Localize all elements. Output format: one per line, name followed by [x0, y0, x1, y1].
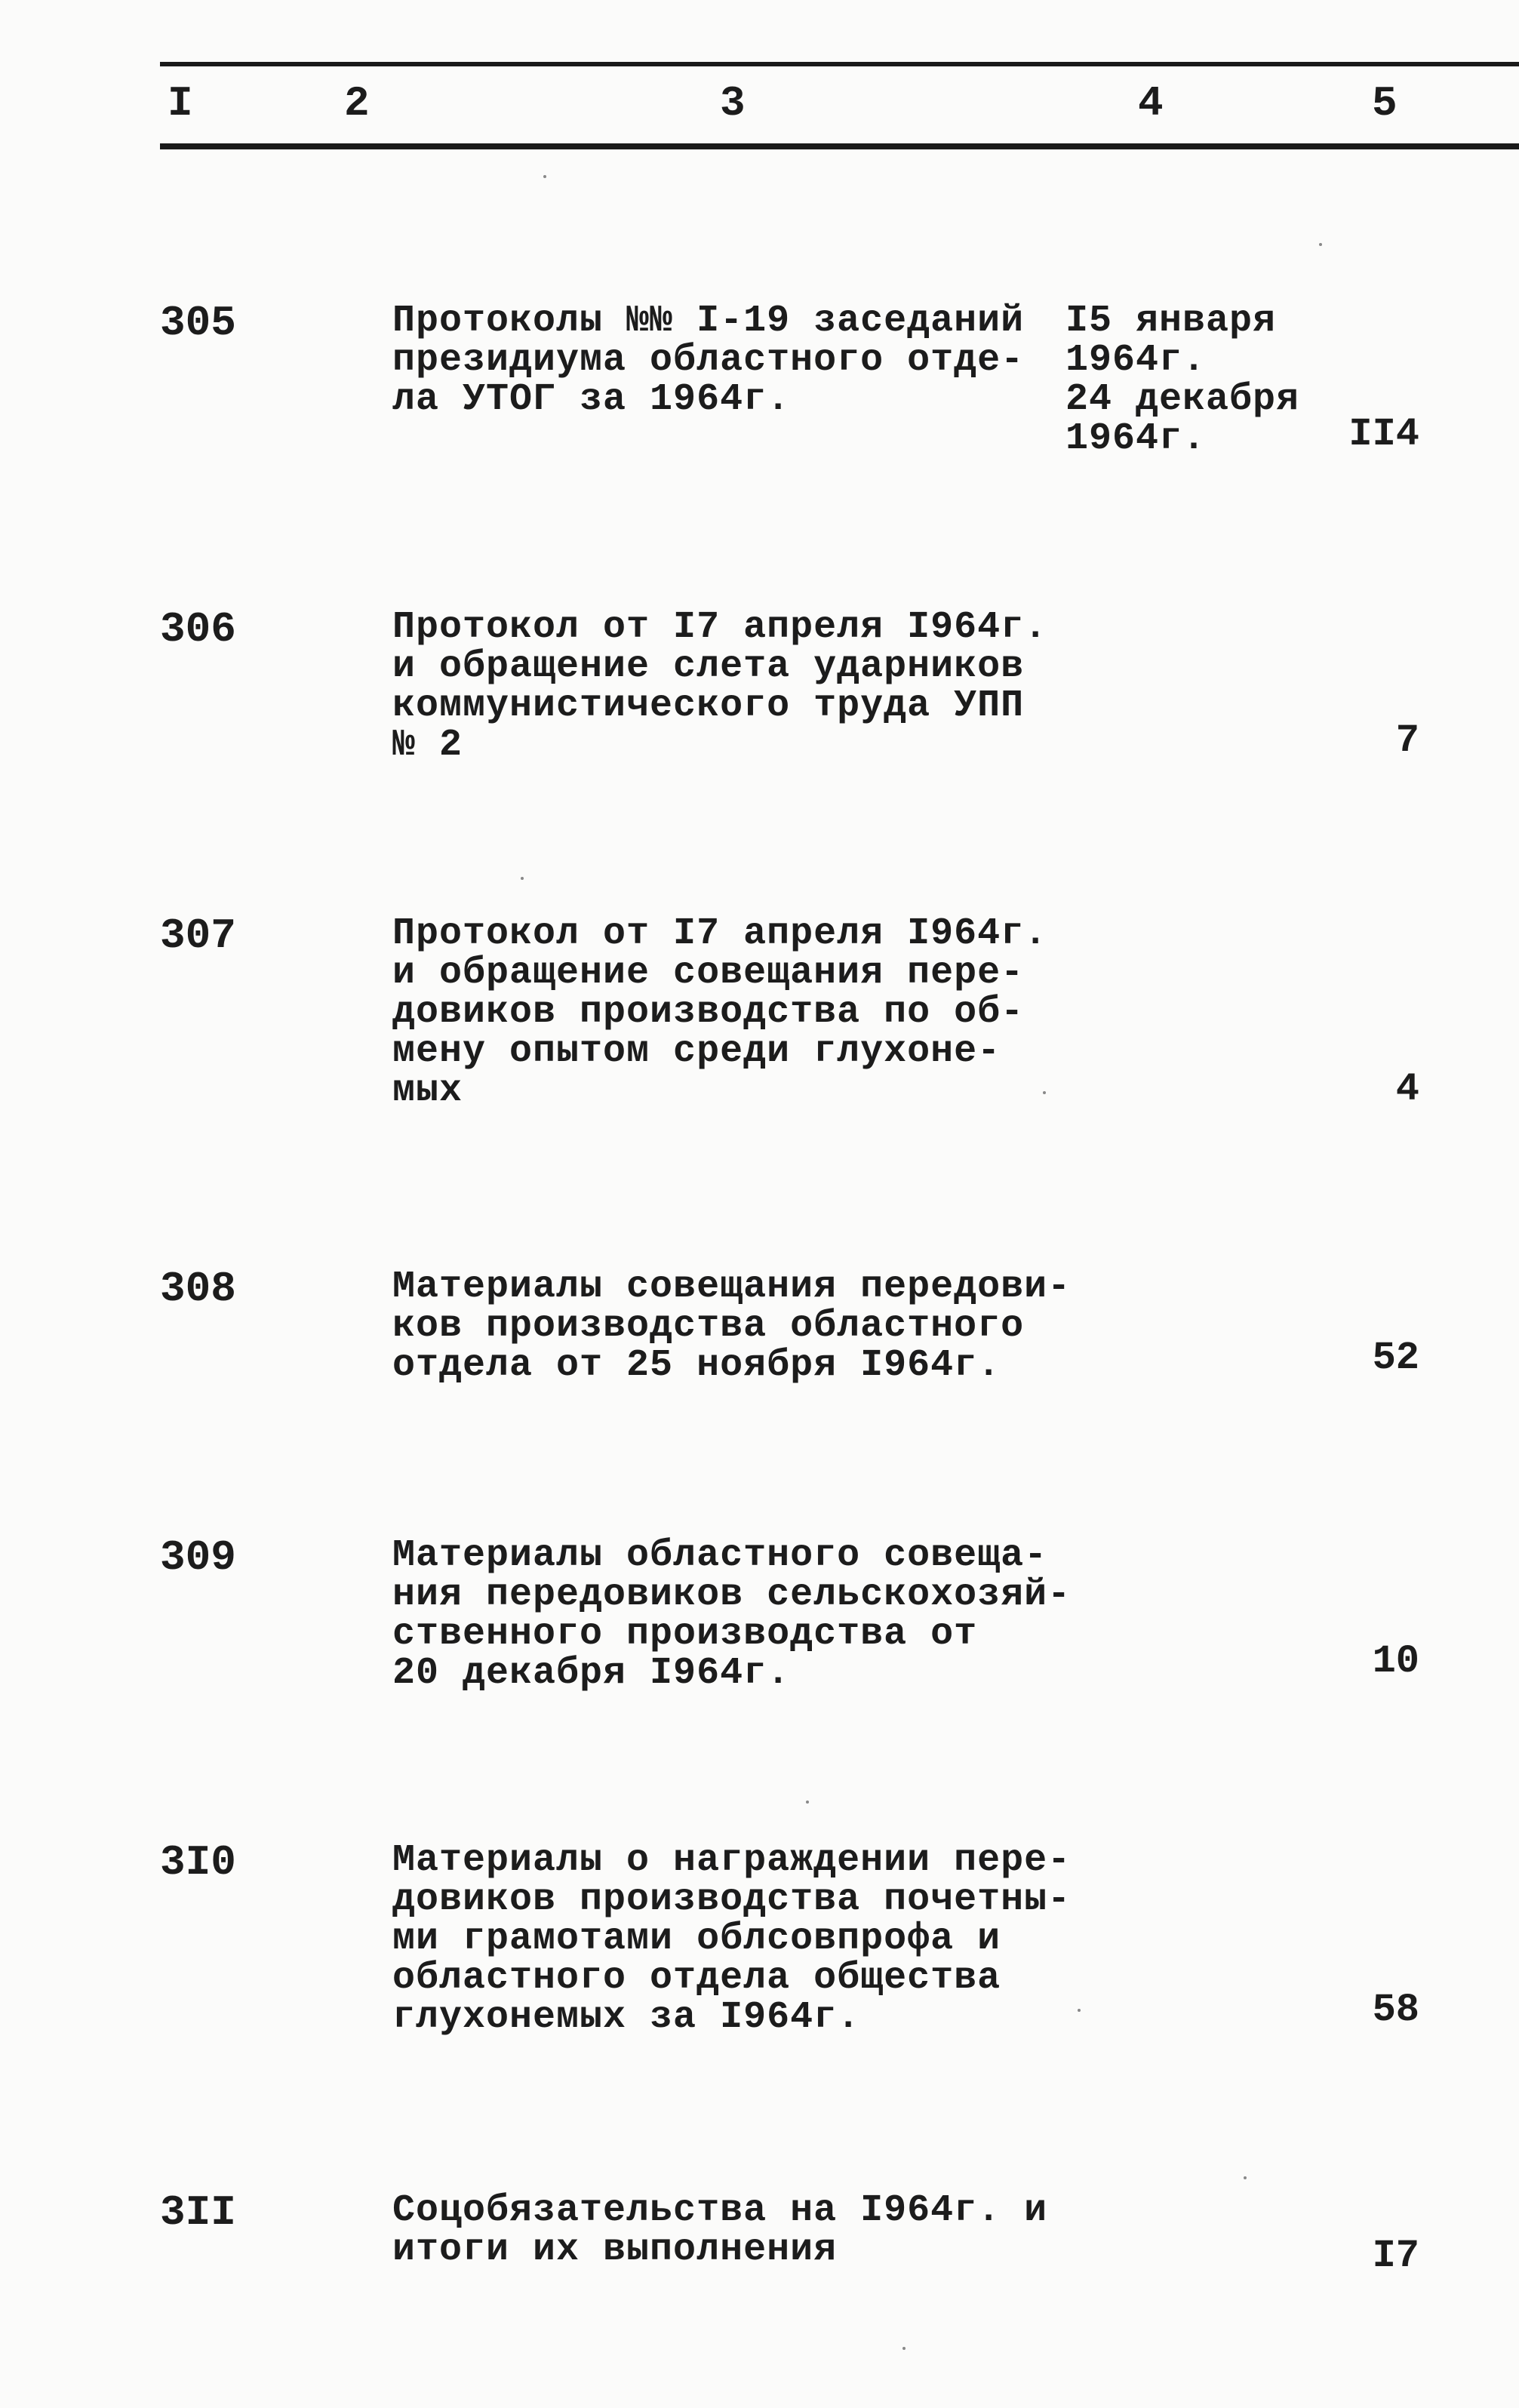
item-description: Протоколы №№ I-19 заседаний президиума областного отде- ла УТОГ за 1964г. — [392, 300, 1025, 421]
item-number: 3I0 — [160, 1838, 236, 1887]
item-number: 308 — [160, 1265, 236, 1313]
item-sheet-count: 7 — [1395, 718, 1419, 763]
item-sheet-count: I7 — [1372, 2234, 1419, 2278]
item-sheet-count: 58 — [1372, 1988, 1419, 2032]
header-col-2: 2 — [344, 79, 370, 128]
scan-speck — [1078, 2009, 1081, 2012]
scan-speck — [1319, 243, 1322, 246]
item-description: Материалы областного совеща- ния передовиков сельскохозяй- ственного производства от 20 декабря I964г. — [392, 1534, 1072, 1695]
scan-speck — [521, 877, 524, 880]
item-description: Протокол от I7 апреля I964г. и обращение совещания пере- довиков производства по об- мену опытом среди глухоне- мых — [392, 912, 1048, 1112]
item-sheet-count: 10 — [1372, 1639, 1419, 1684]
header-col-5: 5 — [1372, 79, 1398, 128]
scan-speck — [806, 1801, 809, 1804]
item-number: 3II — [160, 2188, 236, 2237]
header-col-4: 4 — [1138, 79, 1164, 128]
scan-speck — [902, 2347, 906, 2350]
item-number: 305 — [160, 299, 236, 347]
header-col-3: 3 — [720, 79, 746, 128]
scan-speck — [543, 175, 546, 178]
item-sheet-count: II4 — [1348, 412, 1419, 457]
item-description: Соцобязательства на I964г. и итоги их выполнения — [392, 2189, 1048, 2271]
header-top-rule — [160, 62, 1519, 66]
scan-speck — [1043, 1091, 1046, 1094]
item-description: Материалы о награждении пере- довиков производства почетны- ми грамотами облсовпрофа и областного отдела общества глухонемых за I964г. — [392, 1839, 1072, 2039]
item-description: Протокол от I7 апреля I964г. и обращение слета ударников коммунистического труда УПП № 2 — [392, 606, 1048, 767]
scan-speck — [1244, 2176, 1247, 2179]
item-number: 306 — [160, 605, 236, 654]
item-sheet-count: 52 — [1372, 1336, 1419, 1380]
item-number: 307 — [160, 912, 236, 960]
header-bottom-rule — [160, 143, 1519, 149]
header-col-1: I — [168, 79, 193, 128]
item-number: 309 — [160, 1533, 236, 1582]
item-description: Материалы совещания передови- ков производства областного отдела от 25 ноября I964г. — [392, 1266, 1072, 1387]
item-sheet-count: 4 — [1395, 1067, 1419, 1112]
item-dates: I5 января 1964г. 24 декабря 1964г. — [1065, 300, 1300, 460]
